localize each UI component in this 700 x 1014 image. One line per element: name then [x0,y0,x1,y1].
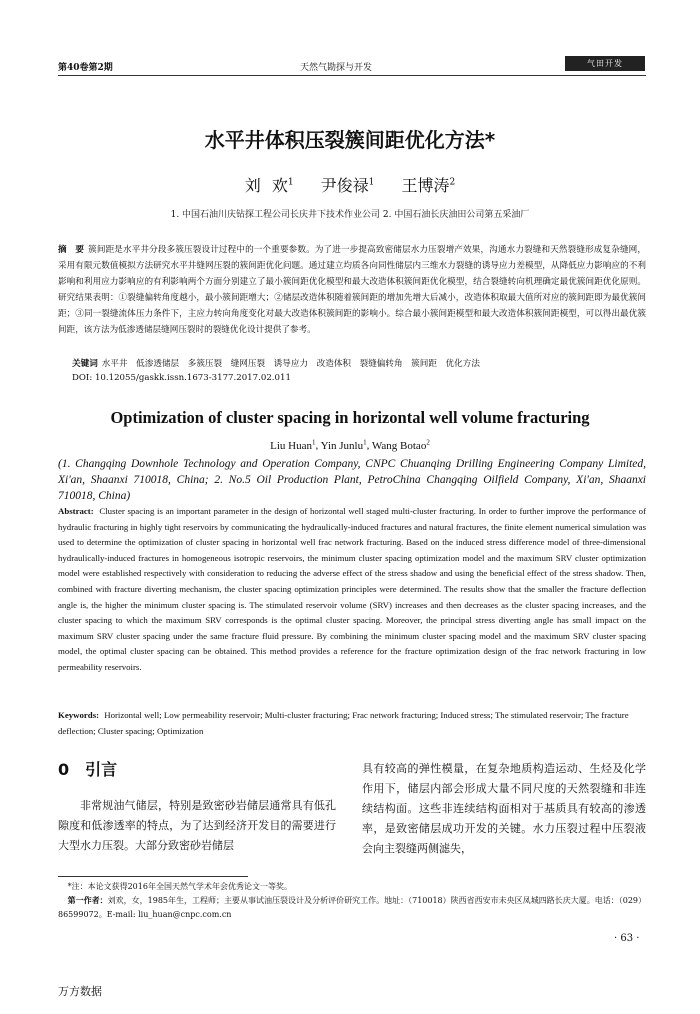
author-en-3: Wang Botao$^2$ [371,438,430,452]
abstract-zh-label: 摘 要 [58,245,85,255]
keywords-zh [72,357,646,371]
footnote-author-label: 第一作者： [67,896,108,905]
footnote-author-text: 刘欢，女，1985年生，工程师；主要从事试油压裂设计及分析评价研究工作。地址：（710018）陕西省西安市未央区凤城四路长庆大厦。电话：（029）86599072。E-mail: liu_huan@cnpc.com.cn [58,896,647,919]
body-right-column: 具有较高的弹性模量，在复杂地质构造运动、生烃及化学作用下，储层内部会形成大量不同尺度的天然裂缝和非连续结构面。这些非连续结构面相对于基质具有较高的渗透率，是致密储层成功开发的关键。水力压裂过程中压裂液会向主裂缝两侧滤失， [362,762,646,855]
header-section-badge: 气田开发 [565,56,645,71]
footnote-author [58,894,646,922]
abstract-en [58,504,646,676]
keywords-zh-text: 水平井 低渗透储层 多簇压裂 缝网压裂 诱导应力 改造体积 裂缝偏转角 簇间距 优化方法 [101,359,480,369]
section-heading [58,757,117,780]
doi: DOI: 10.12055/gaskk.issn.1673-3177.2017.02.011 [72,373,291,383]
author-zh-2: 尹俊禄$^1$ [320,176,375,195]
abstract-en-text: Cluster spacing is an important parameter in the design of horizontal well staged multi-cluster fracturing. In order to further improve the performance of hydraulic fracturing in highly tight reservoirs by communicating the hydraulically-induced fractures and natural fractures, the finite element numerical simulation was used to determine the optimization of cluster spacing in horizontal well frac network fracturing. Based on the induced stress difference model of three-dimensional hydraulically-induced fractures in homogeneous isotropic reservoirs, the minimum cluster spacing optimization model and the maximum SRV cluster optimization model were established respectively with consideration to reducing the adverse effect of the stress shadow and using the beneficial effect of the stress shadow. Then, combined with fracture diverting mechanism, the cluster spacing optimization principles were determined. The results show that the smaller the fracture deflection angle is, the higher the minimum cluster spacing is. The stimulated reservoir volume (SRV) increases and then decreases as the cluster spacing increases, and the cluster spacing to which the maximum SRV corresponds is the optimal cluster spacing. Moreover, the principal stress diverting angle has small impact on the maximum SRV cluster spacing under the same fracture fluid pressure. By combining the minimum cluster spacing model and the maximum SRV cluster spacing model, the optimal cluster spacing can be obtained. This method provides a reference for the fracture optimization design of the frac network fracturing in low permeability reservoirs. [58,506,646,672]
keywords-en-label: Keywords: [58,710,100,720]
header-rule [58,75,646,76]
affiliation-zh: 1. 中国石油川庆钻探工程公司长庆井下技术作业公司 2. 中国石油长庆油田公司第五采油厂 [170,210,530,220]
body-left-column: 非常规油气储层，特别是致密砂岩储层通常具有低孔隙度和低渗透率的特点，为了达到经济开发目的需要进行大型水力压裂。大部分致密砂岩储层 [58,799,336,852]
page-number: · 63 · [614,933,640,944]
header-volume-issue: 第40卷第2期 [58,63,113,73]
affiliation-en: (1. Changqing Downhole Technology and Operation Company, CNPC Chuanqing Drilling Engineering Company Limited, Xi'an, Shaanxi 710018, China; 2. No.5 Oil Production Plant, PetroChina Changqing Oilfield Company, Xi'an, Shaanxi 710018, China) [58,458,646,502]
abstract-zh [58,242,646,338]
authors-en: Liu Huan$^1$, Yin Junlu$^1$, Wang Botao$^2$ [270,438,430,452]
abstract-en-label: Abstract: [58,506,94,516]
author-zh-1: 刘 欢$^1$ [244,176,294,195]
abstract-zh-text: 簇间距是水平井分段多簇压裂设计过程中的一个重要参数。为了进一步提高致密储层水力压裂增产效果，沟通水力裂缝和天然裂缝形成复杂缝网，采用有限元数值模拟方法研究水平井缝网压裂的簇间距优化问题。通过建立均质各向同性储层内三维水力裂缝的诱导应力差模型，从降低应力影响应的不利影响和利用应力影响应的有利影响两个方面分别建立了最小簇间距优化模型和最大改造体积簇间距优化模型，结合裂缝转向机理确定最优簇间距优化原则。研究结果表明：①裂缝偏转角度越小，最小簇间距增大；②储层改造体积随着簇间距的增加先增大后减小，改造体积取最大值所对应的簇间距即为最优簇间距；③同一裂缝流体压力条件下，主应力转向角度变化对最大改造体积簇间距的影响小。综合最小簇间距模型和最大改造体积簇间距模型，可以得出最优簇间距，该方法为低渗透储层缝网压裂时的裂缝优化设计提供了参考。 [58,245,646,335]
watermark: 万方数据 [58,985,102,998]
author-zh-3: 王博涛$^2$ [401,176,456,195]
header-journal-name: 天然气勘探与开发 [300,63,373,73]
author-en-2: Yin Junlu$^1$ [320,438,367,452]
keywords-zh-label: 关键词 [72,359,98,369]
footnote-award: *注：本论文获得2016年全国天然气学术年会优秀论文一等奖。 [67,882,292,891]
footnote-rule [58,876,248,877]
authors-zh [0,173,700,196]
section-number: 0 [58,760,70,779]
title-en: Optimization of cluster spacing in horizontal well volume fracturing [110,408,590,427]
keywords-en [58,708,646,739]
keywords-en-text: Horizontal well; Low permeability reservoir; Multi-cluster fracturing; Frac network fracturing; Induced stress; The stimulated reservoir; The fracture deflection; Cluster spacing; Optimization [58,710,629,736]
title-zh: 水平井体积压裂簇间距优化方法* [204,128,496,152]
section-title: 引言 [85,760,118,779]
author-en-1: Liu Huan$^1$ [270,438,316,452]
